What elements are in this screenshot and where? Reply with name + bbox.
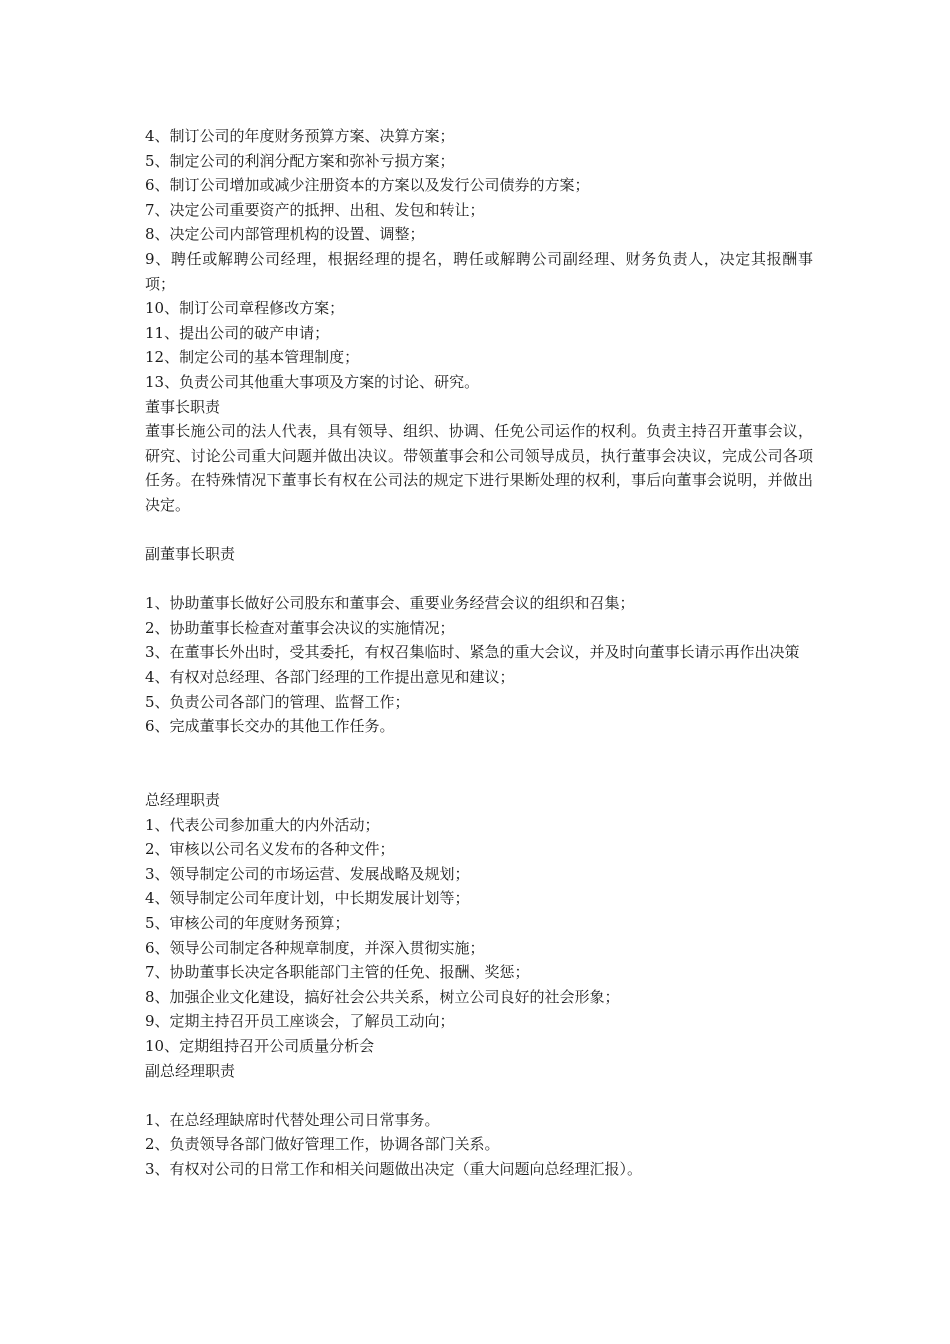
list-item: 3、在董事长外出时，受其委托，有权召集临时、紧急的重大会议，并及时向董事长请示再作出决策 [145,643,800,662]
list-item: 7、协助董事长决定各职能部门主管的任免、报酬、奖惩； [145,963,530,982]
spacer [145,739,813,764]
document-page [145,124,813,1182]
list-item: 1、协助董事长做好公司股东和董事会、重要业务经营会议的组织和召集； [145,594,635,613]
list-item: 6、领导公司制定各种规章制度，并深入贯彻实施； [145,938,485,957]
list-item: 6、完成董事长交办的其他工作任务。 [145,717,395,736]
list-item: 5、制定公司的利润分配方案和弥补亏损方案； [145,151,455,170]
list-item: 2、协助董事长检查对董事会决议的实施情况； [145,618,455,637]
spacer [145,1083,813,1108]
list-item: 11、提出公司的破产申请； [145,323,330,342]
list-item: 4、领导制定公司年度计划，中长期发展计划等； [145,889,470,908]
list-item: 8、决定公司内部管理机构的设置、调整； [145,225,425,244]
spacer [145,763,813,788]
list-item: 6、制订公司增加或减少注册资本的方案以及发行公司债券的方案； [145,176,590,195]
list-item: 5、负责公司各部门的管理、监督工作； [145,692,410,711]
list-item: 4、有权对总经理、各部门经理的工作提出意见和建议； [145,668,515,687]
section-title-chairman: 董事长职责 [145,397,221,416]
list-item: 9、定期主持召开员工座谈会，了解员工动向； [145,1012,455,1031]
spacer [145,567,813,592]
list-item: 2、负责领导各部门做好管理工作，协调各部门关系。 [145,1135,500,1154]
chairman-body: 董事长施公司的法人代表，具有领导、组织、协调、任免公司运作的权利。负责主持召开董事会议，研究、讨论公司重大问题并做出决议。带领董事会和公司领导成员，执行董事会决议，完成公司各项任务。在特殊情况下董事长有权在公司法的规定下进行果断处理的权利，事后向董事会说明，并做出决定。 [145,422,813,514]
section-title-vice-chairman: 副董事长职责 [145,545,236,564]
section-title-general-manager: 总经理职责 [145,791,221,810]
list-item: 13、负责公司其他重大事项及方案的讨论、研究。 [145,372,480,391]
list-item: 2、审核以公司名义发布的各种文件； [145,840,395,859]
list-item: 3、有权对公司的日常工作和相关问题做出决定（重大问题向总经理汇报）。 [145,1159,643,1178]
list-item: 5、审核公司的年度财务预算； [145,914,350,932]
list-item: 12、制定公司的基本管理制度； [145,348,360,367]
list-item: 4、制订公司的年度财务预算方案、决算方案； [145,127,455,145]
list-item: 1、在总经理缺席时代替处理公司日常事务。 [145,1110,440,1129]
list-item: 8、加强企业文化建设，搞好社会公共关系，树立公司良好的社会形象； [145,987,620,1006]
list-item: 9、聘任或解聘公司经理，根据经理的提名，聘任或解聘公司副经理、财务负责人，决定其报酬事项； [145,249,813,293]
list-item: 7、决定公司重要资产的抵押、出租、发包和转让； [145,200,485,219]
spacer [145,518,813,543]
list-item: 10、制订公司章程修改方案； [145,299,345,318]
list-item: 10、定期组持召开公司质量分析会 [145,1036,375,1055]
list-item: 1、代表公司参加重大的内外活动； [145,815,380,834]
section-title-deputy-gm: 副总经理职责 [145,1061,236,1080]
list-item: 3、领导制定公司的市场运营、发展战略及规划； [145,864,470,883]
